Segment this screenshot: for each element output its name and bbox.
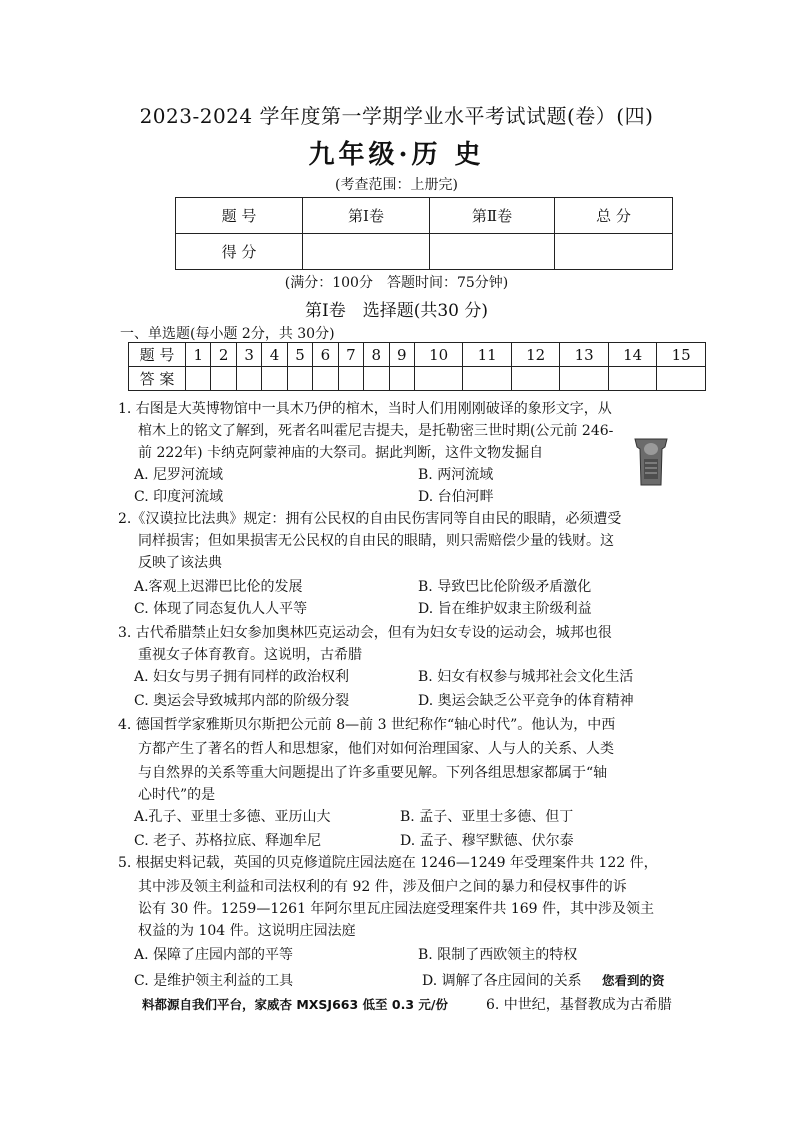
question-line: 心时代”的是 [138,787,216,803]
answer-cell[interactable] [511,367,559,391]
answer-cell[interactable] [186,367,211,391]
answer-cell[interactable] [211,367,236,391]
answer-cell[interactable] [313,367,338,391]
answer-cell[interactable] [364,367,389,391]
answer-number-cell: 2 [211,343,236,367]
score-cell[interactable] [303,234,430,270]
score-cell[interactable] [430,234,555,270]
option: B. 妇女有权参与城邦社会文化生活 [418,669,634,685]
answer-cell[interactable] [262,367,287,391]
option: B. 导致巴比伦阶级矛盾激化 [418,579,592,595]
question-line: 6. 中世纪，基督教成为古希腊 [486,997,672,1013]
answer-number-cell: 15 [657,343,706,367]
score-header-cell: 第Ⅱ卷 [430,198,555,234]
answer-number-cell: 14 [608,343,656,367]
question-line: 1. 右图是大英博物馆中一具木乃伊的棺木，当时人们用刚刚破译的象形文字，从 [118,401,612,417]
option: A. 尼罗河流域 [134,467,224,483]
option: B. 限制了西欧领主的特权 [418,947,578,963]
question-line: 4. 德国哲学家雅斯贝尔斯把公元前 8—前 3 世纪称作“轴心时代”。他认为，中西 [118,717,616,733]
answer-number-cell: 12 [511,343,559,367]
question-line: 重视女子体育教育。这说明，古希腊 [138,647,362,663]
promo-text: 您看到的资 [602,973,665,988]
option: A. 保障了庄园内部的平等 [134,947,294,963]
answer-cell[interactable] [657,367,706,391]
option: C. 老子、苏格拉底、释迦牟尼 [134,833,322,849]
question-line: 3. 古代希腊禁止妇女参加奥林匹克运动会，但有为妇女专设的运动会，城邦也很 [118,625,612,641]
option: D. 孟子、穆罕默德、伏尔泰 [400,833,574,849]
promo-text: 料都源自我们平台，家威杏 MXSJ663 低至 0.3 元/份 [142,997,448,1012]
answer-number-cell: 10 [414,343,462,367]
option: A.客观上迟滞巴比伦的发展 [134,579,303,595]
answer-number-cell: 6 [313,343,338,367]
score-header-cell: 题 号 [176,198,303,234]
answer-number-cell: 13 [560,343,608,367]
answer-row-label: 题 号 [129,343,186,367]
exam-title: 2023-2024 学年度第一学期学业水平考试试题(卷）(四) [139,104,654,128]
answer-cell[interactable] [389,367,414,391]
answer-cell[interactable] [560,367,608,391]
score-table [175,197,673,270]
mummy-coffin-image [632,435,670,489]
answer-number-cell: 3 [236,343,261,367]
answer-cell[interactable] [463,367,511,391]
answer-number-cell: 7 [338,343,363,367]
option: C. 印度河流域 [134,489,224,505]
question-line: 5. 根据史料记载，英国的贝克修道院庄园法庭在 1246—1249 年受理案件共 122 件， [118,855,658,871]
option: B. 孟子、亚里士多德、但丁 [400,809,574,825]
answer-cell[interactable] [338,367,363,391]
exam-note: (满分：100分 答题时间：75分钟) [284,275,509,291]
exam-subtitle: 九年级·历 史 [308,140,485,170]
question-line: 方都产生了著名的哲人和思想家，他们对如何治理国家、人与人的关系、人类 [138,741,614,757]
part-title: 第Ⅰ卷 选择题(共30 分) [304,301,488,321]
option: A. 妇女与男子拥有同样的政治权利 [134,669,350,685]
option: D. 旨在维护奴隶主阶级利益 [418,601,592,617]
question-line: 其中涉及领主利益和司法权利的有 92 件，涉及佃户之间的暴力和侵权事件的诉 [138,879,627,895]
score-header-cell: 第Ⅰ卷 [303,198,430,234]
option: D. 奥运会缺乏公平竞争的体育精神 [418,693,634,709]
answer-cell[interactable] [236,367,261,391]
answer-cell[interactable] [287,367,312,391]
question-line: 反映了该法典 [138,555,222,571]
answer-cell[interactable] [414,367,462,391]
answer-number-cell: 4 [262,343,287,367]
question-line: 与自然界的关系等重大问题提出了许多重要见解。下列各组思想家都属于“轴 [138,765,608,781]
question-line: 2.《汉谟拉比法典》规定：拥有公民权的自由民伤害同等自由民的眼睛，必须遭受 [118,511,622,527]
score-cell[interactable] [555,234,673,270]
option: C. 是维护领主利益的工具 [134,973,294,989]
option: C. 体现了同态复仇人人平等 [134,601,308,617]
answer-cell[interactable] [608,367,656,391]
option: B. 两河流域 [418,467,494,483]
option: A.孔子、亚里士多德、亚历山大 [134,809,331,825]
answer-number-cell: 5 [287,343,312,367]
question-line: 棺木上的铭文了解到，死者名叫霍尼吉提夫，是托勒密三世时期(公元前 246- [138,423,614,439]
answer-number-cell: 8 [364,343,389,367]
option: D. 台伯河畔 [418,489,494,505]
option: D. 调解了各庄园间的关系 [422,973,582,989]
score-row-label: 得 分 [176,234,303,270]
section-title: 一、单选题(每小题 2分，共 30分) [120,326,335,342]
exam-scope: (考查范围：上册完) [335,177,458,193]
answer-table [128,342,706,391]
option: C. 奥运会导致城邦内部的阶级分裂 [134,693,350,709]
score-header-cell: 总 分 [555,198,673,234]
question-line: 前 222年) 卡纳克阿蒙神庙的大祭司。据此判断，这件文物发掘自 [138,445,544,461]
answer-row-label: 答 案 [129,367,186,391]
question-line: 讼有 30 件。1259—1261 年阿尔里瓦庄园法庭受理案件共 169 件，其中涉及领主 [138,901,655,917]
question-line: 权益的为 104 件。这说明庄园法庭 [138,923,356,939]
answer-number-cell: 9 [389,343,414,367]
answer-number-cell: 1 [186,343,211,367]
answer-number-cell: 11 [463,343,511,367]
question-line: 同样损害；但如果损害无公民权的自由民的眼睛，则只需赔偿少量的钱财。这 [138,533,614,549]
